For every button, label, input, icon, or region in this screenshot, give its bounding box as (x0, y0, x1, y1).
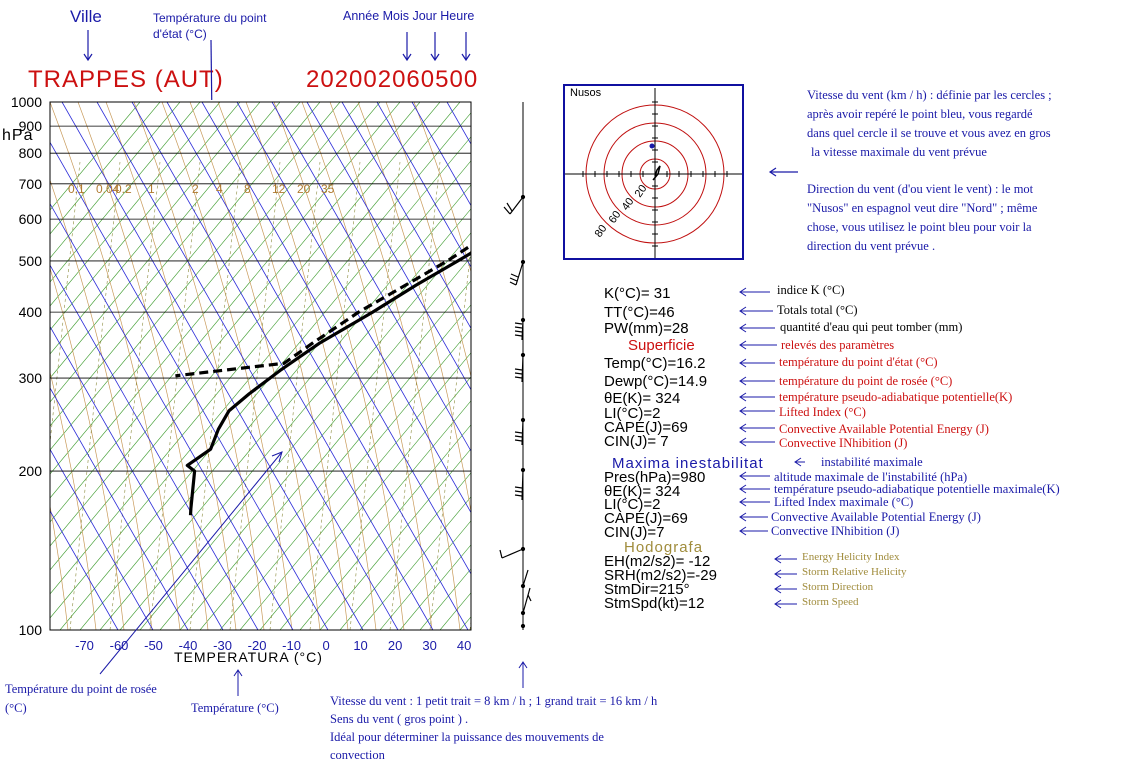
header-arrows (0, 0, 520, 100)
station-title: TRAPPES (AUT) (28, 66, 224, 93)
index-pw: PW(mm)=28 (604, 320, 689, 337)
index-temp: Temp(°C)=16.2 (604, 355, 706, 372)
x-tick-label: -40 (178, 638, 198, 653)
y-tick-label: 1000 (10, 95, 42, 110)
x-tick-label: 40 (456, 638, 472, 653)
y-tick-label: 100 (18, 622, 42, 638)
x-tick-label: 30 (422, 638, 437, 653)
x-tick-label: -50 (144, 638, 163, 653)
ann-srh: Storm Relative Helicity (802, 566, 907, 578)
x-tick-label: 10 (353, 638, 368, 653)
ann-li-max: Lifted Index maximale (°C) (774, 495, 914, 509)
date-labels: Année Mois Jour Heure (343, 9, 475, 23)
x-tick-label: 0 (322, 638, 330, 653)
dewpoint-footer-label: Température du point de rosée (°C) (5, 682, 157, 715)
hodograph-plot (565, 86, 742, 258)
index-stmdir: StmDir=215° (604, 581, 690, 598)
index-li-max: LI(°C)=2 (604, 496, 661, 513)
index-eh: EH(m2/s2)= -12 (604, 553, 711, 570)
mixing-ratio-label: 4 (216, 182, 223, 196)
ann-thetae-max: température pseudo-adiabatique potentielle maximale(K) (774, 482, 1060, 496)
index-k: K(°C)= 31 (604, 285, 671, 302)
ann-thetae: température pseudo-adiabatique potentielle(K) (779, 390, 1013, 404)
ring-label: 80 (592, 222, 610, 240)
mixing-ratio-label: 2 (192, 182, 199, 196)
temp-footer-label: Température (°C) (191, 701, 279, 715)
x-tick-label: -10 (282, 638, 301, 653)
index-pres: Pres(hPa)=980 (604, 469, 706, 486)
index-srh: SRH(m2/s2)=-29 (604, 567, 717, 584)
footer-arrows (0, 440, 560, 700)
index-cape: CAPE(J)=69 (604, 419, 688, 436)
ann-maxima: instabilité maximale (821, 455, 923, 469)
x-tick-label: -30 (213, 638, 232, 653)
wind-footer: Vitesse du vent : 1 petit trait = 8 km / h ; 1 grand trait = 16 km / h Sens du vent ( gros point ) . Idéal pour déterminer la puissance des mouvements de convection (330, 694, 658, 762)
ring-label: 60 (606, 208, 624, 226)
arrow-left-icon (765, 165, 805, 179)
ann-stmspd: Storm Speed (802, 596, 859, 608)
x-tick-label: -20 (247, 638, 267, 653)
index-li: LI(°C)=2 (604, 405, 661, 422)
x-axis-label: TEMPERATURA (°C) (174, 649, 323, 665)
ring-label: 20 (632, 182, 650, 200)
ann-dewp: température du point de rosée (°C) (779, 374, 953, 388)
index-thetae-max: θE(K)= 324 (604, 483, 681, 500)
mixing-ratio-label: 1 (148, 182, 155, 196)
index-cape-max: CAPE(J)=69 (604, 510, 688, 527)
index-tt: TT(°C)=46 (604, 304, 675, 321)
ann-cin: Convective INhibition (J) (779, 436, 908, 450)
y-tick-label: 400 (18, 304, 42, 321)
index-stmspd: StmSpd(kt)=12 (604, 595, 705, 612)
wind-dir-desc: Direction du vent (d'ou vient le vent) : le mot "Nusos" en espagnol veut dire "Nord" ; même chose, vous utilisez le point bleu pour voir la direction du vent prévue . (807, 182, 1038, 253)
ann-cape-max: Convective Available Potential Energy (J) (771, 510, 981, 524)
ann-eh: Energy Helicity Index (802, 551, 900, 563)
y-tick-label: 300 (18, 370, 42, 387)
ann-temp: température du point d'état (°C) (779, 355, 938, 369)
y-tick-label: 500 (18, 252, 42, 269)
dewpoint-line (175, 102, 480, 376)
x-tick-label: -70 (75, 638, 94, 653)
ann-superficie: relevés des paramètres (781, 338, 895, 352)
ann-li: Lifted Index (°C) (779, 405, 866, 419)
x-tick-label: 20 (387, 638, 403, 653)
hodograph (563, 84, 744, 260)
hodografa-title: Hodografa (624, 539, 704, 556)
ann-stmdir: Storm Direction (802, 581, 874, 593)
mixing-ratio-label: 0.2 (115, 182, 132, 196)
ville-label: Ville (70, 7, 102, 26)
index-dewp: Dewp(°C)=14.9 (604, 373, 708, 390)
ann-cape: Convective Available Potential Energy (J) (779, 422, 989, 436)
y-tick-label: 200 (18, 463, 42, 480)
y-tick-label: 800 (18, 145, 42, 162)
y-tick-label: 900 (18, 118, 42, 135)
wind-speed-desc: Vitesse du vent (km / h) : définie par les cercles ; après avoir repéré le point bleu, vous regardé dans quel cercle il se trouve et vous avez en gros la vitesse maximale du vent prévue (807, 88, 1052, 159)
index-cin: CIN(J)= 7 (604, 433, 669, 450)
y-tick-label: 700 (18, 175, 42, 192)
datetime-title: 202002060500 (306, 66, 479, 93)
mixing-ratio-label: 0.04 (96, 182, 120, 196)
ann-pw: quantité d'eau qui peut tomber (mm) (780, 320, 963, 334)
index-thetae: θE(K)= 324 (604, 390, 681, 407)
mixing-ratio-label: 20 (297, 182, 311, 196)
wind-point-dot (650, 144, 655, 149)
temp-point-label: Température du point d'état (°C) (153, 11, 267, 41)
superficie-title: Superficie (628, 337, 695, 354)
mixing-ratio-label: 35 (321, 182, 335, 196)
mixing-ratio-label: 8 (244, 182, 251, 196)
ring-label: 40 (619, 195, 637, 213)
ann-tt: Totals total (°C) (777, 303, 858, 317)
y-axis-label: hPa (2, 127, 34, 144)
maxima-title: Maxima inestabilitat (612, 455, 764, 472)
ann-pres: altitude maximale de l'instabilité (hPa) (774, 470, 968, 484)
mixing-ratio-label: 0.1 (68, 182, 85, 196)
mixing-ratio-label: 12 (272, 182, 286, 196)
nusos-label: Nusos (570, 87, 602, 99)
index-cin-max: CIN(J)=7 (604, 524, 665, 541)
ann-k: indice K (°C) (777, 283, 845, 297)
y-tick-label: 600 (18, 211, 42, 228)
ann-cin-max: Convective INhibition (J) (771, 524, 900, 538)
x-tick-label: -60 (109, 638, 129, 653)
